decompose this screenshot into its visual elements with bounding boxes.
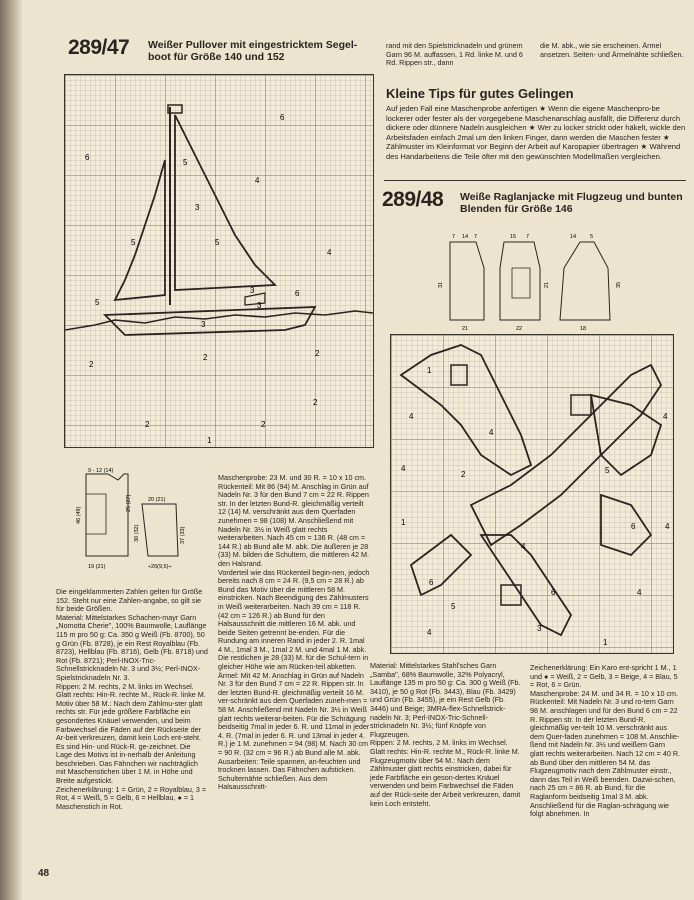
svg-text:4: 4 <box>521 542 526 551</box>
svg-text:5: 5 <box>183 158 188 167</box>
svg-text:4: 4 <box>409 412 414 421</box>
svg-text:2: 2 <box>261 420 266 429</box>
left-title-line2: boot für Größe 140 und 152 <box>148 51 285 63</box>
svg-text:2: 2 <box>203 353 208 362</box>
svg-text:7: 7 <box>452 234 456 240</box>
svg-text:5: 5 <box>605 466 610 475</box>
left-text-col1: Die eingeklammerten Zahlen gelten für Größe 152. Steht nur eine Zahlen-angabe, so gilt sie für beide Größen. Material: Mittelstarkes Schachen-mayr Garn „Nomotta Cherie", 100% Baumwolle, Lauflänge 115 m pro 50 g: Ca. 350 g Weiß (Fb. 8700), 50 g Grün (Fb. 8728), je ein Rest Royalblau (Fb. 8723), Hellblau (Fb. 8716), Gelb (Fb. 8718) und Rot (Fb. 8721); Perl-INOX-Tric-Schnellstricknadeln Nr. 3 und 3½; Perl-INOX-Spielstricknadeln Nr. 3. Rippen: 2 M. rechts, 2 M. links im Wechsel. Glatt rechts: Hin-R. rechte M., Rück-R. linke M. Motiv über 58 M.: Nach dem Zählmu-ster glatt rechts str. Für jede größere Farbfläche ein gesondertes Knäuel verwenden, und beim Farbwechsel die Fäden auf der Rückseite der Ar-beit verkreuzen, damit kein Loch ent-steht. Es sind Hin- und Rück-R. ge-zeichnet. Die Lage des Motivs ist in-nerhalb der Anleitung beschrieben. Das Fähnchen wir nachträglich mit Maschenstichen über 1 M. in Höhe und Breite aufgestickt. Zeichenerklärung: 1 = Grün, 2 = Royalblau, 3 = Rot, 4 = Weiß, 5 = Gelb, 6 = Hellblau, ● = 1 Maschenstich in Rot. <box>56 587 208 811</box>
tips-title: Kleine Tips für gutes Gelingen <box>386 86 574 101</box>
svg-text:4: 4 <box>255 176 260 185</box>
svg-text:6: 6 <box>429 578 434 587</box>
divider <box>384 180 686 181</box>
schematic-label: 9 - 12 (14) <box>88 468 114 474</box>
svg-text:2: 2 <box>89 360 94 369</box>
left-text-col2: Maschenprobe: 23 M. und 30 R. = 10 x 10 cm. Rückenteil: Mit 86 (94) M. Anschlag in Grün auf Nadeln Nr. 3 für den Bund 7 cm = 22 R. Rippen str. In der letzten Bund-R. gleichmäßig verteilt 12 (14) M. verschränkt aus dem Querfaden zunehmen = 98 (108) M. Anschließend mit Nadeln Nr. 3½ in Weiß glatt rechts weiterarbeiten. Nach 45 cm = 136 R. (48 cm = 144 R.) ab Bund alle M. abk. Die äußeren je 28 (33) M. bilden die Schultern, die mittleren 42 M. den Halsrand. Vorderteil wie das Rückenteil begin-nen, jedoch bereits nach 8 cm = 24 R. (9,5 cm = 28 R.) ab Bund das Motiv über die mittleren 58 M. einstricken. Nach Beendigung des Zählmusters in Weiß weiterarbeiten. Nach 39 cm = 118 R. (42 cm = 126 R.) ab Bund für den Halsausschnitt die mittleren 16 M. abk. und beide Seiten getrennt be-enden. Für die Rundung am inneren Rand in jeder 2. R. 1mal 4 M., 1mal 3 M., 1mal 2 M. und 4mal 1 M. abk. Die restlichen je 28 (33) M. für die Schul-tern in gleicher Höhe wie am Rücken-teil abketten. Ärmel: Mit 42 M. Anschlag in Grün auf Nadeln Nr. 3 für den Bund 7 cm = 22 R. Rippen str. In der letzten Bund-R. gleichmäßig verteilt 16 M. ver-schränkt aus dem Querfaden zuneh-men = 58 M. Anschließend mit Nadeln Nr. 3½ in Weiß glatt rechts weiterar-beiten. Für die Schrägung beidseitig 7mal in jeder 6. R. und 11mal in jeder 4. R. (7mal in jeder 6. R. und 13mal in jeder 4. R.) je 1 M. zunehmen = 94 (98) M. Nach 30 cm = 90 R. (32 cm = 96 R.) ab Bund alle M. abk. Ausarbeiten: Teile spannen, an-feuchten und trocknen lassen. Das Fähnchen aufsticken. Schulternähte schließen. Aus dem Halsausschnitt- <box>218 473 370 792</box>
svg-text:7: 7 <box>474 234 478 240</box>
svg-text:4: 4 <box>427 628 432 637</box>
svg-text:1: 1 <box>603 638 608 647</box>
svg-text:20 (21): 20 (21) <box>148 497 166 503</box>
svg-text:7: 7 <box>526 234 530 240</box>
svg-text:4: 4 <box>327 248 332 257</box>
left-pattern-number: 289/47 <box>68 36 130 59</box>
svg-text:19 (21): 19 (21) <box>88 564 106 570</box>
svg-text:1: 1 <box>207 436 212 445</box>
svg-text:4: 4 <box>663 412 668 421</box>
svg-text:14: 14 <box>570 234 577 240</box>
svg-text:37 (33): 37 (33) <box>180 526 186 544</box>
page-number: 48 <box>38 868 50 879</box>
chart-number: 6 <box>280 113 285 122</box>
svg-text:5: 5 <box>215 238 220 247</box>
svg-text:2: 2 <box>315 349 320 358</box>
left-title-line1: Weißer Pullover mit eingestricktem Segel- <box>148 39 358 51</box>
svg-text:5: 5 <box>590 234 594 240</box>
page-spine <box>0 0 22 900</box>
svg-text:3: 3 <box>201 320 206 329</box>
svg-text:3: 3 <box>195 203 200 212</box>
pullover-schematic <box>68 464 198 576</box>
right-header <box>382 188 692 215</box>
airplane-chart <box>390 334 674 654</box>
right-pattern-number: 289/48 <box>382 188 444 211</box>
sailboat-chart <box>64 74 374 448</box>
svg-text:3: 3 <box>257 301 262 310</box>
svg-text:21: 21 <box>544 281 550 288</box>
svg-text:6: 6 <box>295 289 300 298</box>
right-text-col2: Zeichenerklärung: Ein Karo ent-spricht 1 M., 1 und ● = Weiß, 2 = Gelb, 3 = Beige, 4 = Blau, 5 = Rot, 6 = Grün. Maschenprobe: 24 M. und 34 R. = 10 x 10 cm. Rückenteil: Mit Nadeln Nr. 3 und ro-tem Garn 98 M. anschlagen und für den Bund 6 cm = 22 R. Rippen str. In der letzten Bund-R. gleichmäßig ver-teilt 10 M. verschränkt aus dem Quer-faden zunehmen = 108 M. Anschlie-ßend mit Nadeln Nr. 3½ und weißem Garn glatt rechts weiterarbeiten. Nach 12 cm = 40 R. ab Bund über den mittleren 54 M. das Flugzeugmotiv nach dem Zählmuster einstr., dann das Teil in Weiß beenden. Dazwi-schen, nach 25 cm = 86 R. ab Bund, für die Raglanform beidseitig 1mal 3 M. abk. Anschließend für die Raglan-schrägung wie folgt abnehmen. In <box>530 663 681 819</box>
svg-text:6: 6 <box>551 588 556 597</box>
right-title-line2: Blenden für Größe 146 <box>460 203 573 215</box>
svg-text:35: 35 <box>616 281 622 288</box>
svg-text:15: 15 <box>510 234 517 240</box>
left-header <box>68 36 378 63</box>
svg-text:46 (49): 46 (49) <box>76 506 82 524</box>
svg-text:4: 4 <box>489 428 494 437</box>
svg-text:5: 5 <box>131 238 136 247</box>
svg-text:22: 22 <box>516 326 523 332</box>
svg-text:2: 2 <box>145 420 150 429</box>
svg-text:30 (32): 30 (32) <box>134 524 140 542</box>
svg-text:6: 6 <box>631 522 636 531</box>
jacket-schematics <box>430 228 686 332</box>
svg-text:21: 21 <box>462 326 469 332</box>
svg-text:4: 4 <box>637 588 642 597</box>
svg-text:14: 14 <box>462 234 469 240</box>
svg-text:31: 31 <box>438 281 444 288</box>
svg-text:5: 5 <box>95 298 100 307</box>
svg-text:6: 6 <box>85 153 90 162</box>
right-title-line1: Weiße Raglanjacke mit Flugzeug und bunten <box>460 191 683 203</box>
svg-text:5: 5 <box>451 602 456 611</box>
svg-text:3: 3 <box>537 624 542 633</box>
svg-text:2: 2 <box>461 470 466 479</box>
right-text-col1: Material: Mittelstarkes Stahl'sches Garn „Samba", 68% Baumwolle, 32% Polyacryl, Lauflänge 135 m pro 50 g: Ca. 300 g Weiß (Fb. 3410), je 50 g Rot (Fb. 3443), Blau (Fb. 3429) und Grün (Fb. 3455), je ein Rest Gelb (Fb. 3446) und Beige; 3MRA-flex-Schnellstrick-nadeln Nr. 3; Perl-INOX-Tric-Schnell-stricknadeln Nr. 3½; fünf Knöpfe von Flugzeugen. Rippen: 2 M. rechts, 2 M. links im Wechsel. Glatt rechts: Hin-R. rechte M., Rück-R. linke M. Flugzeugmotiv über 54 M.: Nach dem Zählmuster glatt rechts einstricken, dabei für jede Farbfläche ein geson-dertes Knäuel verwenden und beim Farbwechsel die Fäden auf der Rück-seite der Arbeit verkreuzen, damit kein Loch entsteht. <box>370 661 521 808</box>
right-top-text: rand mit den Spielstricknadeln und grünem Garn 96 M. auffassen, 1 Rd. linke M. und 6 Rd. Rippen str., dann <box>386 41 523 68</box>
right-top-text-2: die M. abk., wie sie erscheinen. Ärmel ansetzen. Seiten- und Ärmelnähte schließen. <box>540 41 684 59</box>
svg-text:25 (27): 25 (27) <box>126 494 132 512</box>
svg-text:18: 18 <box>580 326 587 332</box>
svg-text:1: 1 <box>427 366 432 375</box>
svg-text:3: 3 <box>250 286 255 295</box>
svg-text:4: 4 <box>665 522 670 531</box>
svg-text:÷20(9,5)÷: ÷20(9,5)÷ <box>148 564 172 570</box>
svg-text:4: 4 <box>401 464 406 473</box>
svg-text:1: 1 <box>401 518 406 527</box>
svg-text:2: 2 <box>313 398 318 407</box>
tips-body: Auf jeden Fall eine Maschenprobe anfertigen ★ Wenn die eigene Maschenpro-be lockerer oder fester als der vorgegebene Maschenanschlag ausfällt, die Differenz durch dickere oder dünnere Nadeln ausgleichen ★ Wer zu locker strickt oder häkelt, wickle den Arbeitsfaden einfach 2mal um den linken Finger, dann werden die Maschen fester ★ Zählmuster im Kleinformat vor Beginn der Arbeit auf Karopapier übertragen ★ Während des Handarbeitens die Teile öfter mit den gewünschten Modellmaßen vergleichen. <box>386 104 686 161</box>
